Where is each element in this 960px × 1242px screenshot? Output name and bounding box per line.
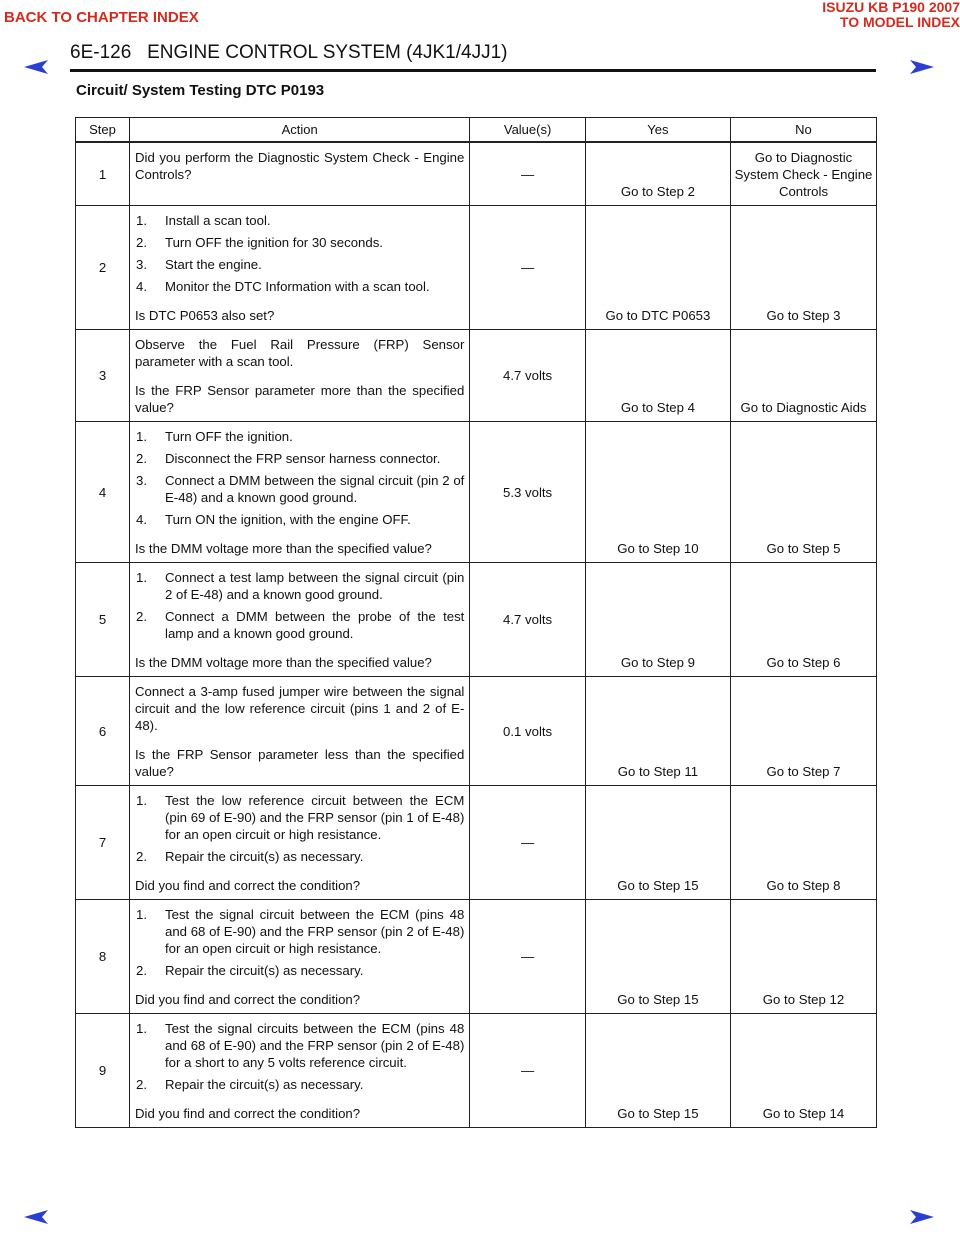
step-number: 5 xyxy=(76,563,130,677)
list-item-number: 2. xyxy=(136,849,148,864)
value-cell: — xyxy=(470,786,586,900)
list-item-number: 1. xyxy=(136,429,148,444)
list-item-number: 2. xyxy=(136,609,148,624)
header-step: Step xyxy=(76,118,130,143)
action-cell xyxy=(130,330,470,422)
yes-cell: Go to Step 15 xyxy=(585,1014,730,1128)
list-item xyxy=(135,792,464,843)
table-row xyxy=(76,563,877,677)
step-number: 3 xyxy=(76,330,130,422)
step-number: 6 xyxy=(76,677,130,786)
value-cell: 4.7 volts xyxy=(470,330,586,422)
list-item-text: Repair the circuit(s) as necessary. xyxy=(165,963,364,978)
list-item-text: Repair the circuit(s) as necessary. xyxy=(165,849,364,864)
list-item xyxy=(135,511,464,528)
yes-cell: Go to DTC P0653 xyxy=(585,206,730,330)
action-steps-list xyxy=(135,428,464,528)
action-cell xyxy=(130,677,470,786)
list-item-text: Connect a DMM between the probe of the test lamp and a known good ground. xyxy=(165,609,465,641)
header-divider xyxy=(70,69,876,72)
list-item-number: 1. xyxy=(136,213,148,228)
action-question: Did you find and correct the condition? xyxy=(135,878,361,893)
no-cell: Go to Diagnostic Aids xyxy=(730,330,876,422)
no-cell: Go to Step 14 xyxy=(730,1014,876,1128)
action-question: Did you find and correct the condition? xyxy=(135,992,361,1007)
list-item xyxy=(135,608,464,642)
list-item xyxy=(135,234,464,251)
action-cell xyxy=(130,563,470,677)
action-question: Did you find and correct the condition? xyxy=(135,1106,361,1121)
no-cell: Go to Step 12 xyxy=(730,900,876,1014)
table-header-row xyxy=(76,118,877,143)
list-item-number: 1. xyxy=(136,1021,148,1036)
action-intro: Connect a 3-amp fused jumper wire between the signal circuit and the low reference circuit (pins 1 and 2 of E-48). xyxy=(135,684,465,733)
value-cell: 5.3 volts xyxy=(470,422,586,563)
action-steps-list xyxy=(135,569,464,642)
next-page-arrow-icon[interactable] xyxy=(908,58,936,76)
value-cell: — xyxy=(470,1014,586,1128)
model-title: ISUZU KB P190 2007 xyxy=(822,0,960,15)
diagnostic-table xyxy=(75,117,877,1128)
list-item-text: Monitor the DTC Information with a scan tool. xyxy=(165,279,430,294)
value-cell: — xyxy=(470,206,586,330)
action-steps-list xyxy=(135,1020,464,1093)
list-item-text: Turn ON the ignition, with the engine OFF. xyxy=(165,512,411,527)
yes-cell: Go to Step 4 xyxy=(585,330,730,422)
list-item xyxy=(135,906,464,957)
list-item-number: 4. xyxy=(136,279,148,294)
list-item-number: 3. xyxy=(136,257,148,272)
no-cell: Go to Step 6 xyxy=(730,563,876,677)
action-cell xyxy=(130,1014,470,1128)
header-yes: Yes xyxy=(585,118,730,143)
list-item xyxy=(135,256,464,273)
step-number: 9 xyxy=(76,1014,130,1128)
next-page-arrow-icon[interactable] xyxy=(908,1208,936,1226)
list-item xyxy=(135,450,464,467)
no-cell: Go to Diagnostic System Check - Engine Controls xyxy=(730,142,876,206)
yes-cell: Go to Step 10 xyxy=(585,422,730,563)
list-item-number: 1. xyxy=(136,570,148,585)
previous-page-arrow-icon[interactable] xyxy=(22,58,50,76)
action-intro: Did you perform the Diagnostic System Check - Engine Controls? xyxy=(135,150,465,182)
list-item-text: Turn OFF the ignition. xyxy=(165,429,293,444)
value-cell: 4.7 volts xyxy=(470,563,586,677)
list-item xyxy=(135,1076,464,1093)
list-item-text: Connect a test lamp between the signal circuit (pin 2 of E-48) and a known good ground. xyxy=(165,570,465,602)
list-item-text: Test the low reference circuit between the ECM (pin 69 of E-90) and the FRP sensor (pin 1 of E-48) for an open circuit or high resistance. xyxy=(165,793,465,842)
action-steps-list xyxy=(135,906,464,979)
no-cell: Go to Step 5 xyxy=(730,422,876,563)
list-item-text: Test the signal circuits between the ECM (pins 48 and 68 of E-90) and the FRP sensor (pin 2 of E-48) for a short to any 5 volts reference circuit. xyxy=(165,1021,465,1070)
action-cell xyxy=(130,900,470,1014)
table-body xyxy=(76,142,877,1128)
table-row xyxy=(76,422,877,563)
value-cell: 0.1 volts xyxy=(470,677,586,786)
no-cell: Go to Step 3 xyxy=(730,206,876,330)
yes-cell: Go to Step 15 xyxy=(585,786,730,900)
action-steps-list xyxy=(135,792,464,865)
list-item xyxy=(135,212,464,229)
list-item xyxy=(135,428,464,445)
list-item-text: Start the engine. xyxy=(165,257,262,272)
list-item-number: 3. xyxy=(136,473,148,488)
step-number: 4 xyxy=(76,422,130,563)
table-row xyxy=(76,330,877,422)
action-intro: Observe the Fuel Rail Pressure (FRP) Sensor parameter with a scan tool. xyxy=(135,337,465,369)
yes-cell: Go to Step 2 xyxy=(585,142,730,206)
previous-page-arrow-icon[interactable] xyxy=(22,1208,50,1226)
header-no: No xyxy=(730,118,876,143)
table-row xyxy=(76,1014,877,1128)
to-model-index-link[interactable]: TO MODEL INDEX xyxy=(839,14,960,30)
list-item-text: Repair the circuit(s) as necessary. xyxy=(165,1077,364,1092)
table-row xyxy=(76,206,877,330)
action-cell xyxy=(130,206,470,330)
step-number: 2 xyxy=(76,206,130,330)
list-item-text: Test the signal circuit between the ECM (pins 48 and 68 of E-90) and the FRP sensor (pin 2 of E-48) for an open circuit or high resistance. xyxy=(165,907,465,956)
list-item xyxy=(135,848,464,865)
list-item-number: 2. xyxy=(136,451,148,466)
action-question: Is the FRP Sensor parameter less than the specified value? xyxy=(135,747,465,779)
table-row xyxy=(76,786,877,900)
table-row xyxy=(76,677,877,786)
action-cell xyxy=(130,786,470,900)
list-item-number: 2. xyxy=(136,235,148,250)
list-item xyxy=(135,278,464,295)
step-number: 7 xyxy=(76,786,130,900)
list-item-number: 2. xyxy=(136,963,148,978)
action-question: Is the DMM voltage more than the specified value? xyxy=(135,541,432,556)
yes-cell: Go to Step 15 xyxy=(585,900,730,1014)
list-item-text: Install a scan tool. xyxy=(165,213,271,228)
action-question: Is the FRP Sensor parameter more than the specified value? xyxy=(135,383,465,415)
no-cell: Go to Step 7 xyxy=(730,677,876,786)
page-title: 6E-126 ENGINE CONTROL SYSTEM (4JK1/4JJ1) xyxy=(70,42,508,63)
action-cell xyxy=(130,422,470,563)
table-row xyxy=(76,900,877,1014)
list-item-text: Disconnect the FRP sensor harness connector. xyxy=(165,451,441,466)
header-action: Action xyxy=(130,118,470,143)
list-item xyxy=(135,472,464,506)
list-item xyxy=(135,569,464,603)
list-item xyxy=(135,1020,464,1071)
back-to-chapter-index-link[interactable]: BACK TO CHAPTER INDEX xyxy=(4,9,199,26)
list-item-number: 2. xyxy=(136,1077,148,1092)
step-number: 8 xyxy=(76,900,130,1014)
list-item xyxy=(135,962,464,979)
step-number: 1 xyxy=(76,142,130,206)
yes-cell: Go to Step 9 xyxy=(585,563,730,677)
yes-cell: Go to Step 11 xyxy=(585,677,730,786)
no-cell: Go to Step 8 xyxy=(730,786,876,900)
list-item-text: Turn OFF the ignition for 30 seconds. xyxy=(165,235,383,250)
header-value: Value(s) xyxy=(470,118,586,143)
action-steps-list xyxy=(135,212,464,295)
list-item-number: 4. xyxy=(136,512,148,527)
section-title: Circuit/ System Testing DTC P0193 xyxy=(76,82,325,99)
list-item-number: 1. xyxy=(136,793,148,808)
list-item-number: 1. xyxy=(136,907,148,922)
table-row xyxy=(76,142,877,206)
action-cell xyxy=(130,142,470,206)
action-question: Is the DMM voltage more than the specified value? xyxy=(135,655,432,670)
value-cell: — xyxy=(470,142,586,206)
list-item-text: Connect a DMM between the signal circuit (pin 2 of E-48) and a known good ground. xyxy=(165,473,465,505)
action-question: Is DTC P0653 also set? xyxy=(135,308,275,323)
value-cell: — xyxy=(470,900,586,1014)
